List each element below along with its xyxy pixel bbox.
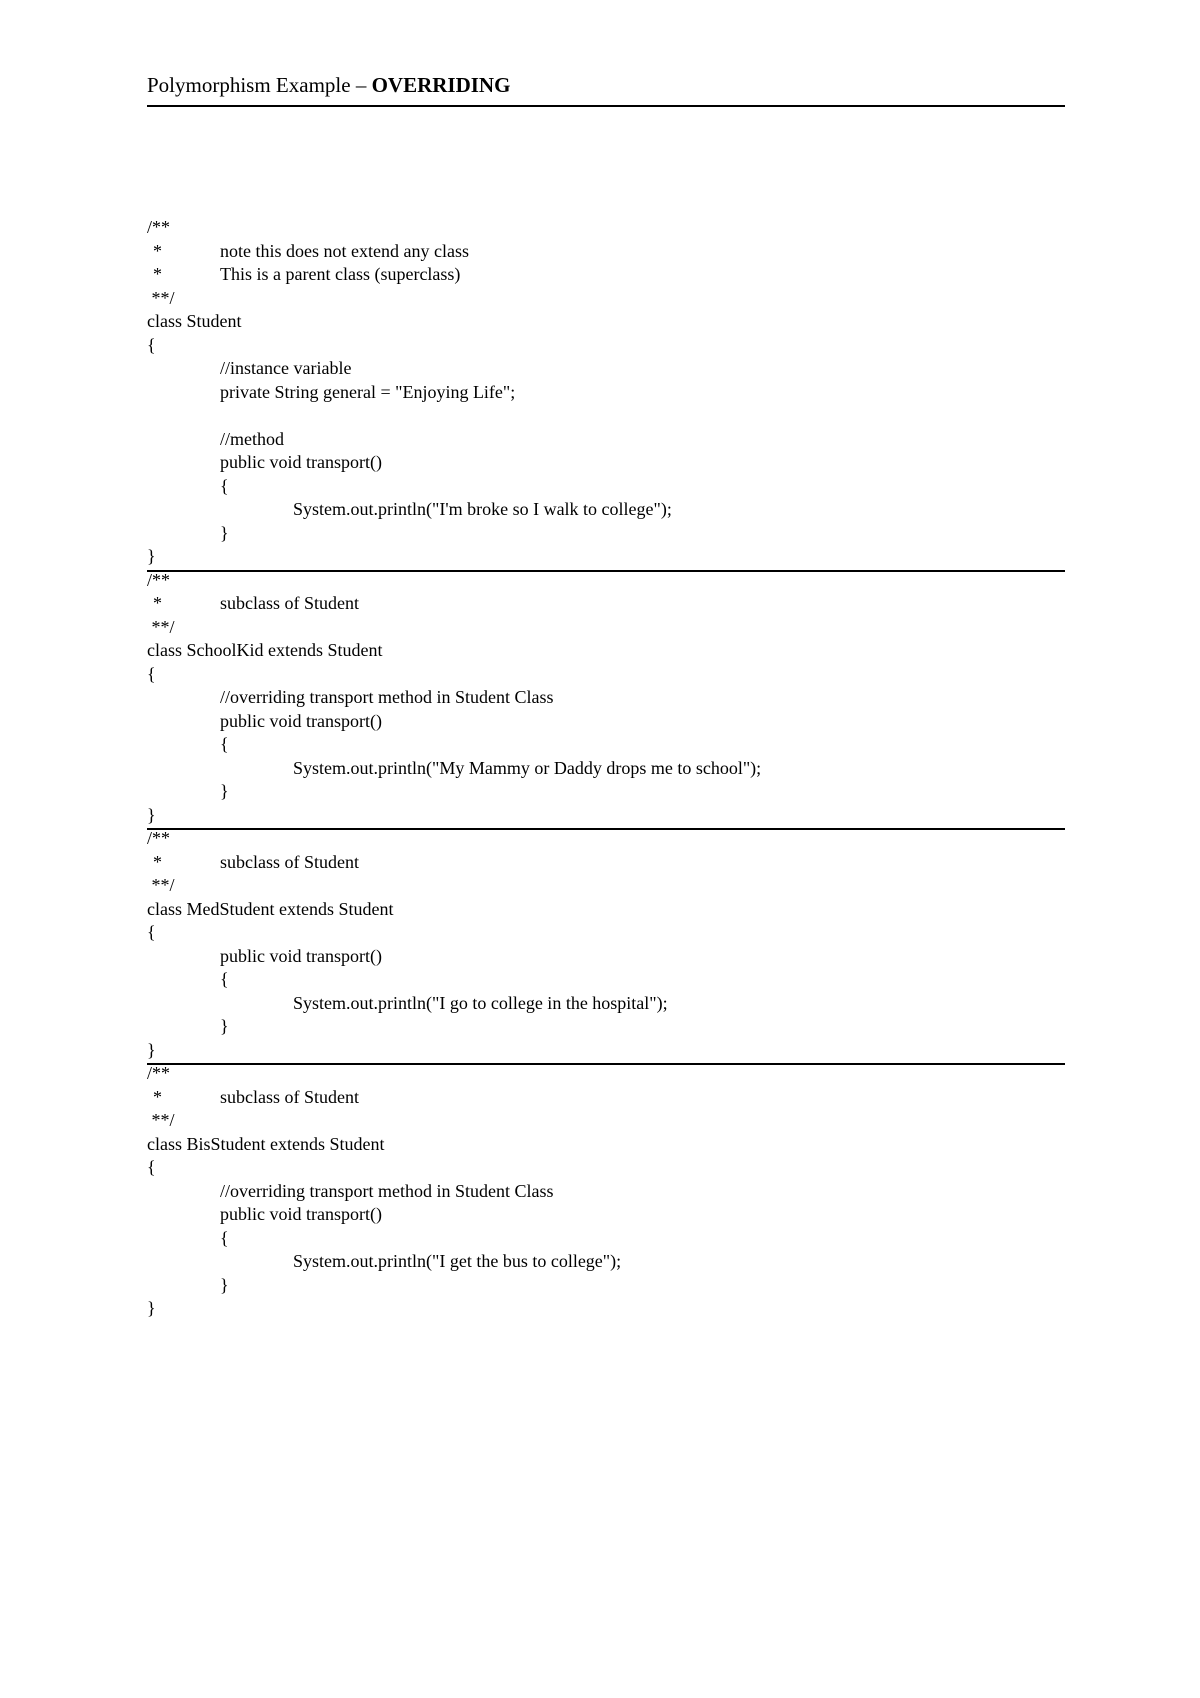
comment-line: * note this does not extend any class (153, 240, 469, 261)
code-line: } (220, 781, 229, 801)
comment-open: /** (147, 828, 171, 848)
open-brace: { (147, 663, 156, 684)
close-brace: } (147, 546, 156, 566)
class-block-bisstudent (147, 1062, 1065, 1321)
code-line: { (220, 969, 229, 989)
comment-close: **/ (147, 287, 175, 308)
comment-close: **/ (147, 875, 175, 895)
code-line: public void transport() (220, 1204, 382, 1224)
code-line: //method (220, 428, 284, 449)
comment-line: * This is a parent class (superclass) (153, 264, 461, 284)
class-declaration: class SchoolKid extends Student (147, 640, 383, 660)
code-line: private String general = "Enjoying Life"; (220, 381, 516, 402)
open-brace: { (147, 1157, 156, 1177)
page-header (147, 72, 1065, 107)
code-line: //overriding transport method in Student Class (220, 687, 554, 707)
class-declaration: class MedStudent extends Student (147, 898, 394, 919)
class-block-medstudent (147, 827, 1065, 1062)
comment-close: **/ (147, 1110, 175, 1130)
code-line: } (220, 522, 229, 543)
comment-line: * subclass of Student (153, 593, 359, 613)
close-brace: } (147, 804, 156, 825)
comment-open: /** (147, 569, 171, 590)
comment-close: **/ (147, 616, 175, 637)
code-listing (147, 216, 1065, 1321)
code-line: { (220, 1227, 229, 1248)
code-line: System.out.println("My Mammy or Daddy drops me to school"); (293, 757, 762, 778)
code-line: System.out.println("I go to college in the hospital"); (293, 992, 668, 1013)
open-brace: { (147, 922, 156, 942)
comment-line: * subclass of Student (153, 1086, 359, 1107)
code-line: { (220, 475, 229, 496)
code-line: System.out.println("I'm broke so I walk to college"); (293, 499, 672, 519)
code-line: public void transport() (220, 945, 382, 966)
code-line: //overriding transport method in Student Class (220, 1180, 554, 1201)
class-block-schoolkid (147, 569, 1065, 828)
class-declaration: class Student (147, 311, 242, 331)
header-title-emphasis: OVERRIDING (371, 73, 511, 97)
code-line: public void transport() (220, 452, 382, 472)
code-line: public void transport() (220, 710, 382, 731)
class-declaration: class BisStudent extends Student (147, 1133, 385, 1154)
code-line: } (220, 1274, 229, 1295)
open-brace: { (147, 334, 156, 355)
header-title: Polymorphism Example – (147, 73, 372, 97)
class-block-student (147, 216, 1065, 569)
comment-line: * subclass of Student (153, 851, 359, 872)
comment-open: /** (147, 1063, 171, 1083)
code-line: { (220, 734, 229, 754)
code-line: System.out.println("I get the bus to college"); (293, 1251, 622, 1271)
code-line: //instance variable (220, 358, 352, 378)
close-brace: } (147, 1039, 156, 1060)
comment-open: /** (147, 217, 171, 237)
code-line: } (220, 1016, 229, 1036)
close-brace: } (147, 1298, 156, 1318)
blank-line (147, 404, 1065, 428)
